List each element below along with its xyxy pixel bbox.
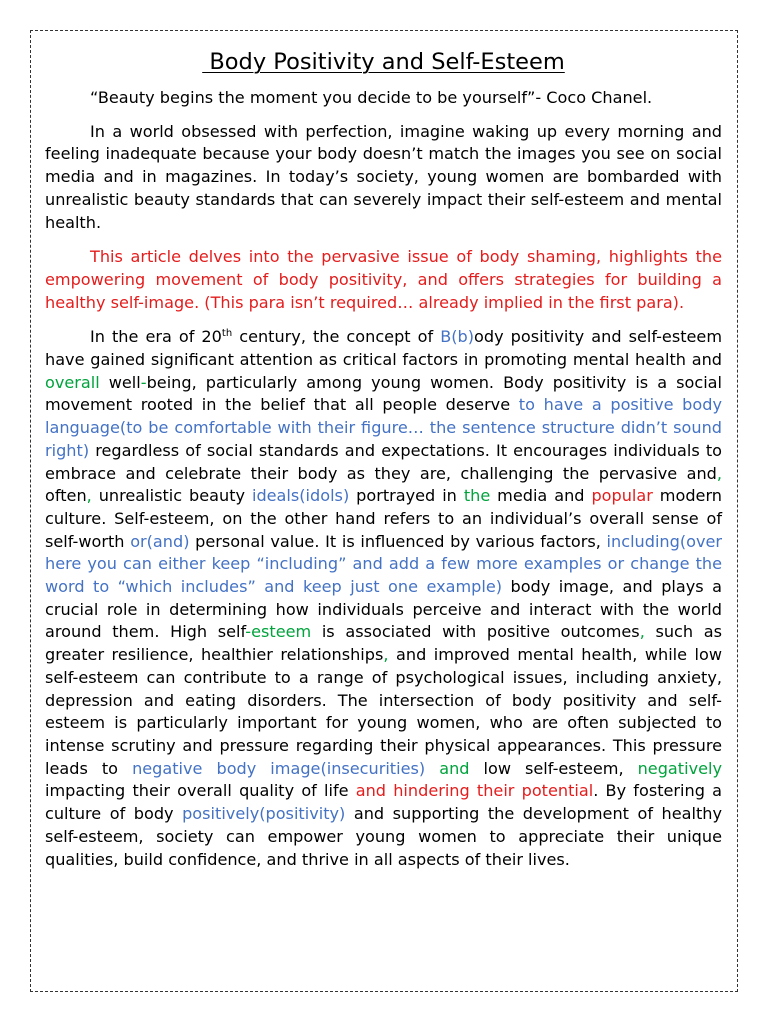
red-edit-text: popular [591,486,653,506]
body-text: modern culture. Self-esteem, on the other hand refers to an individual’s overall sense of self-worth [45,486,722,551]
body-text: and improved mental health, while low self-esteem can contribute to a range of psychological issues, including anxiety, depression and eating disorders. The intersection of body positivity and self-esteem is particularly important for young women, who are often subjected to intense scrutiny and pressure regarding their physical appearances. This pressure leads to [45,645,723,778]
blue-edit-text: ideals(idols) [251,486,350,506]
body-text: unrealistic beauty [91,486,252,506]
superscript-text: th [221,328,233,340]
green-edit-text: - [140,372,147,392]
body-text: being, particularly among young women. Body positivity is a social movement rooted in the belief that all people deserve [45,372,723,415]
blue-edit-text: to have a positive body language(to be comfortable with their figure… the sentence structure didn’t sound right) [45,395,722,460]
body-text [425,759,439,778]
body-text: . By fostering a culture of body [45,781,722,824]
green-edit-text: , [639,622,645,642]
body-text: ody positivity and self-esteem have gained significant attention as critical factors in promoting mental health and [45,327,723,370]
green-edit-text: and [439,758,470,778]
green-edit-text: , [86,486,92,506]
green-edit-text: , [716,463,722,483]
blue-edit-text: negative body image(insecurities) [132,758,426,778]
green-edit-text: the [463,486,491,506]
green-edit-text: , [383,645,389,665]
document-body [45,46,722,871]
body-text: century, the concept of [232,327,441,347]
body-text: regardless of social standards and expectations. It encourages individuals to embrace and celebrate their body as they are, challenging the pervasive and [45,440,722,483]
red-edit-text: and hindering their potential [355,781,594,801]
red-comment-paragraph: This article delves into the pervasive issue of body shaming, highlights the empowering movement of body positivity, and offers strategies for building a healthy self-image. (This para isn’t required… already implied in the first para). [45,247,722,312]
blue-edit-text: including(over here you can either keep “including” and add a few more examples or change the word to “which includes” and keep just one example) [45,531,723,597]
green-edit-text: -esteem [245,622,312,642]
document-title: Body Positivity and Self-Esteem [202,49,565,75]
blue-edit-text: or(and) [130,531,190,551]
opening-quote: “Beauty begins the moment you decide to be yourself”- Coco Chanel. [90,88,653,107]
green-edit-text: negatively [637,758,722,778]
body-text: impacting their overall quality of life [45,781,356,801]
body-text: often [45,486,87,506]
body-text: and supporting the development of healthy self-esteem, society can empower young women to appreciate their unique qualities, build confidence, and thrive in all aspects of their lives. [45,804,722,869]
intro-paragraph: In a world obsessed with perfection, imagine waking up every morning and feeling inadequate because your body doesn’t match the images you see on social media and in magazines. In today’s society, young women are bombarded with unrealistic beauty standards that can severely impact their self-esteem and mental health. [45,121,722,232]
body-text: portrayed in [349,486,464,506]
blue-edit-text: positively(positivity) [182,804,346,824]
body-text: body image, and plays a crucial role in determining how individuals perceive and interact with the world around them. High self [45,577,722,642]
body-text: media and [490,486,592,506]
body-text: well [99,372,141,392]
body-text: such as greater resilience, healthier relationships [45,622,722,665]
body-text: In the era of 20 [90,327,222,347]
body-text: is associated with positive outcomes [311,622,640,642]
body-text: personal value. It is influenced by various factors, [189,531,607,551]
green-edit-text: overall [45,372,100,392]
body-text: low self-esteem, [469,758,638,778]
blue-edit-text: B(b) [440,327,475,347]
main-paragraph [45,326,722,871]
